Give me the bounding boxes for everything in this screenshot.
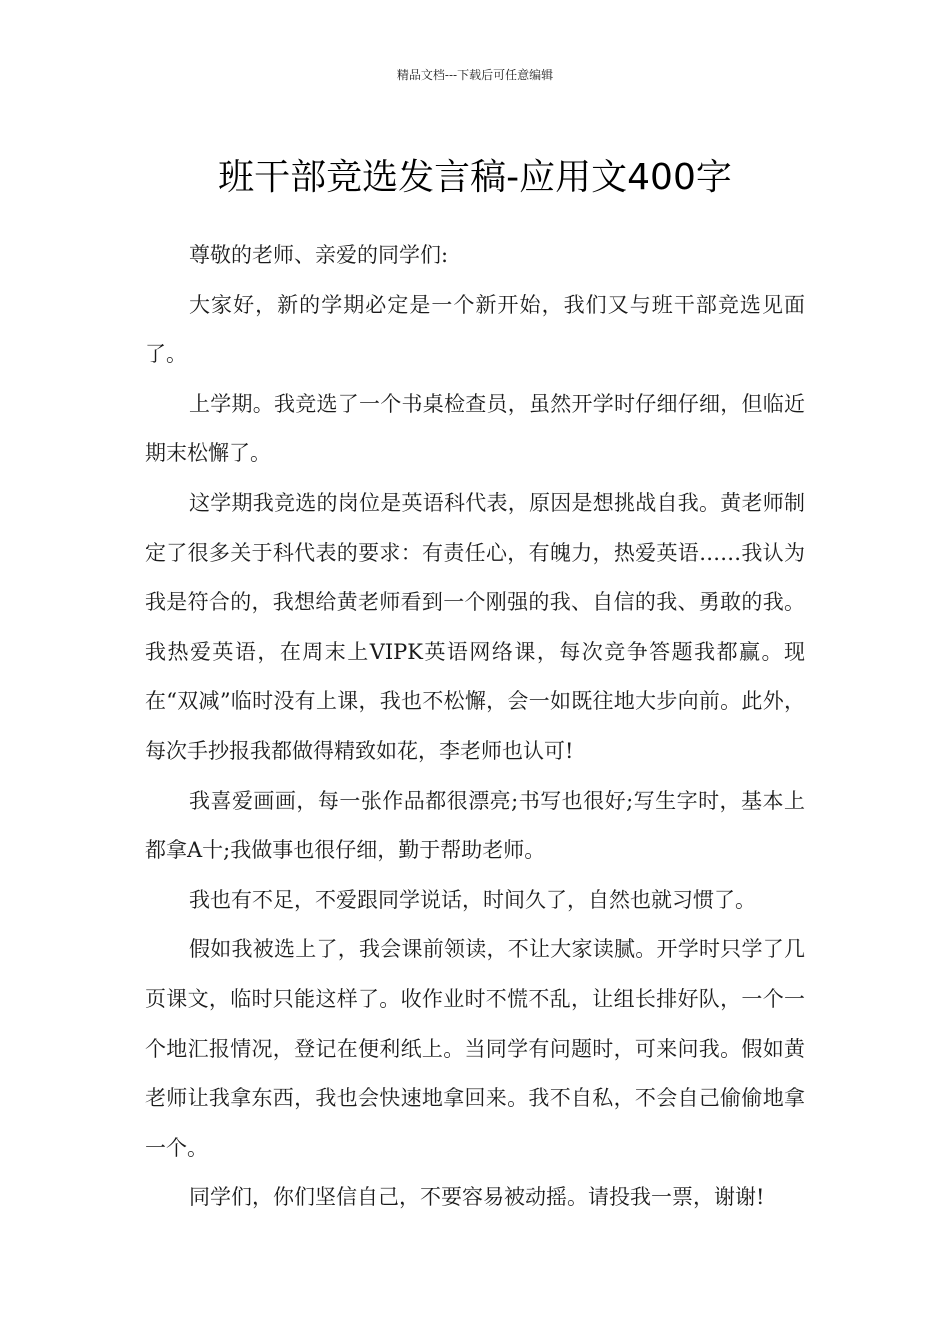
- body-paragraph: 我也有不足，不爱跟同学说话，时间久了，自然也就习惯了。: [189, 887, 756, 912]
- document-title: 班干部竞选发言稿-应用文400字: [218, 157, 732, 199]
- header-note: 精品文档---下载后可任意编辑: [396, 68, 554, 82]
- body-paragraph: 上学期。我竞选了一个书桌检查员，虽然开学时仔细仔细，但临近期末松懈了。: [145, 391, 805, 466]
- body-paragraph: 这学期我竞选的岗位是英语科代表，原因是想挑战自我。黄老师制定了很多关于科代表的要求：有责任心，有魄力，热爱英语……我认为我是符合的，我想给黄老师看到一个刚强的我、自信的我、勇敢的我。我热爱英语，在周末上VIPK英语网络课，每次竞争答题我都赢。现在“双减”临时没有上课，我也不松懈，会一如既往地大步向前。此外，每次手抄报我都做得精致如花，李老师也认可!: [145, 490, 805, 763]
- closing-paragraph: 同学们，你们坚信自己，不要容易被动摇。请投我一票，谢谢!: [189, 1185, 765, 1210]
- greeting-paragraph: 尊敬的老师、亲爱的同学们:: [189, 243, 449, 267]
- document-body: [145, 231, 805, 1223]
- body-paragraph: 大家好，新的学期必定是一个新开始，我们又与班干部竞选见面了。: [145, 292, 805, 367]
- body-paragraph: 我喜爱画画，每一张作品都很漂亮;书写也很好;写生字时，基本上都拿A十;我做事也很仔细，勤于帮助老师。: [145, 788, 805, 863]
- body-paragraph: 假如我被选上了，我会课前领读，不让大家读腻。开学时只学了几页课文，临时只能这样了。收作业时不慌不乱，让组长排好队，一个一个地汇报情况，登记在便利纸上。当同学有问题时，可来问我。假如黄老师让我拿东西，我也会快速地拿回来。我不自私，不会自己偷偷地拿一个。: [145, 937, 805, 1160]
